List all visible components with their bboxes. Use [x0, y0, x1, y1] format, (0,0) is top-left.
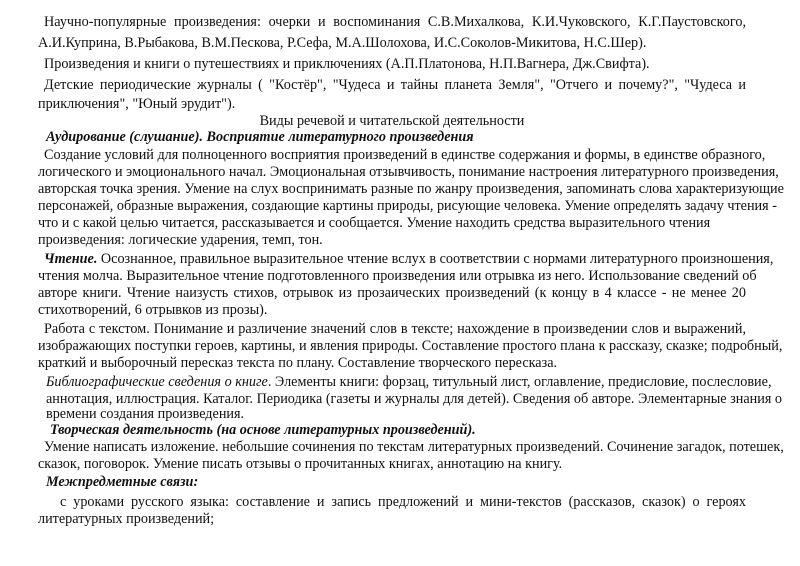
text-line: чтения молча. Выразительное чтение подготовленного произведения или отрывка из него. Использование сведений об — [38, 268, 757, 284]
text-line: Научно-популярные произведения: очерки и воспоминания С.В.Михалкова, К.И.Чуковского, К.Г.Паустовского, — [44, 14, 746, 30]
text-line — [44, 251, 774, 268]
text-line: с уроками русского языка: составление и запись предложений и мини-текстов (рассказов, сказок) о героях — [60, 494, 746, 510]
text-line: Умение написать изложение. небольшие сочинения по текстам литературных произведений. Сочинение загадок, потешек, — [44, 439, 784, 455]
text-line: авторе книги. Чтение наизусть стихов, отрывок из прозаических произведений (к концу в 4 классе - не менее 20 — [38, 285, 746, 301]
inline-text: . Элементы книги: форзац, титульный лист, оглавление, предисловие, послесловие, — [267, 374, 772, 390]
subsection-heading: Творческая деятельность (на основе литературных произведений). — [50, 422, 476, 438]
text-line: авторская точка зрения. Умение на слух воспринимать разные по жанру произведения, запоминать слова характеризующие — [38, 181, 784, 197]
text-line: персонажей, образные выражения, создающие картины природы, рисующие человека. Умение определять задачу чтения - — [38, 198, 777, 214]
text-line: времени создания произведения. — [46, 406, 245, 422]
text-line: Произведения и книги о путешествиях и приключениях (А.П.Платонова, Н.П.Вагнера, Дж.Свифта). — [44, 56, 650, 72]
text-line: произведения: логические ударения, темп, тон. — [38, 232, 323, 248]
text-line: краткий и выборочный пересказ текста по плану. Составление творческого пересказа. — [38, 355, 558, 371]
text-line: Детские периодические журналы ( "Костёр", "Чудеса и тайны планета Земля", "Отчего и почему?", "Чудеса и — [44, 77, 746, 93]
text-line: литературных произведений; — [38, 511, 215, 527]
text-line: сказок, поговорок. Умение писать отзывы о прочитанных книгах, аннотацию на книгу. — [38, 456, 563, 472]
subsection-heading: Аудирование (слушание). Восприятие литературного произведения — [46, 129, 474, 145]
subsection-heading: Межпредметные связи: — [46, 474, 199, 490]
text-line: что и с какой целью читается, рассказывается и сообщается. Умение находить средства выразительного чтения — [38, 215, 711, 231]
text-line: стихотворений, 6 отрывков из прозы). — [38, 302, 268, 318]
text-line: А.И.Куприна, В.Рыбакова, В.М.Пескова, Р.Сефа, М.А.Шолохова, И.С.Соколов-Микитова, Н.С.Шер). — [38, 35, 647, 51]
text-line: логического и эмоционального начал. Эмоциональная отзывчивость, понимание настроения литературного произведения, — [38, 164, 779, 180]
text-line: Создание условий для полноценного восприятия произведений в единстве содержания и формы, в единстве образного, — [44, 147, 766, 163]
text-line: аннотация, иллюстрация. Каталог. Периодика (газеты и журналы для детей). Сведения об авторе. Элементарные знания о — [46, 391, 782, 407]
text-line: Работа с текстом. Понимание и различение значений слов в тексте; нахождение в произведении слов и выражений, — [44, 321, 746, 337]
inline-heading: Библиографические сведения о книге — [46, 374, 268, 390]
inline-heading: Чтение. — [44, 251, 98, 267]
text-line: приключения", "Юный эрудит"). — [38, 96, 236, 112]
section-heading: Виды речевой и читательской деятельности — [259, 113, 525, 129]
text-line: изображающих поступки героев, картины, и явления природы. Составление простого плана к рассказу, сказке; подробный, — [38, 338, 783, 354]
text-line — [46, 374, 772, 391]
inline-text: Осознанное, правильное выразительное чтение вслух в соответствии с нормами литературного произношения, — [97, 251, 774, 267]
